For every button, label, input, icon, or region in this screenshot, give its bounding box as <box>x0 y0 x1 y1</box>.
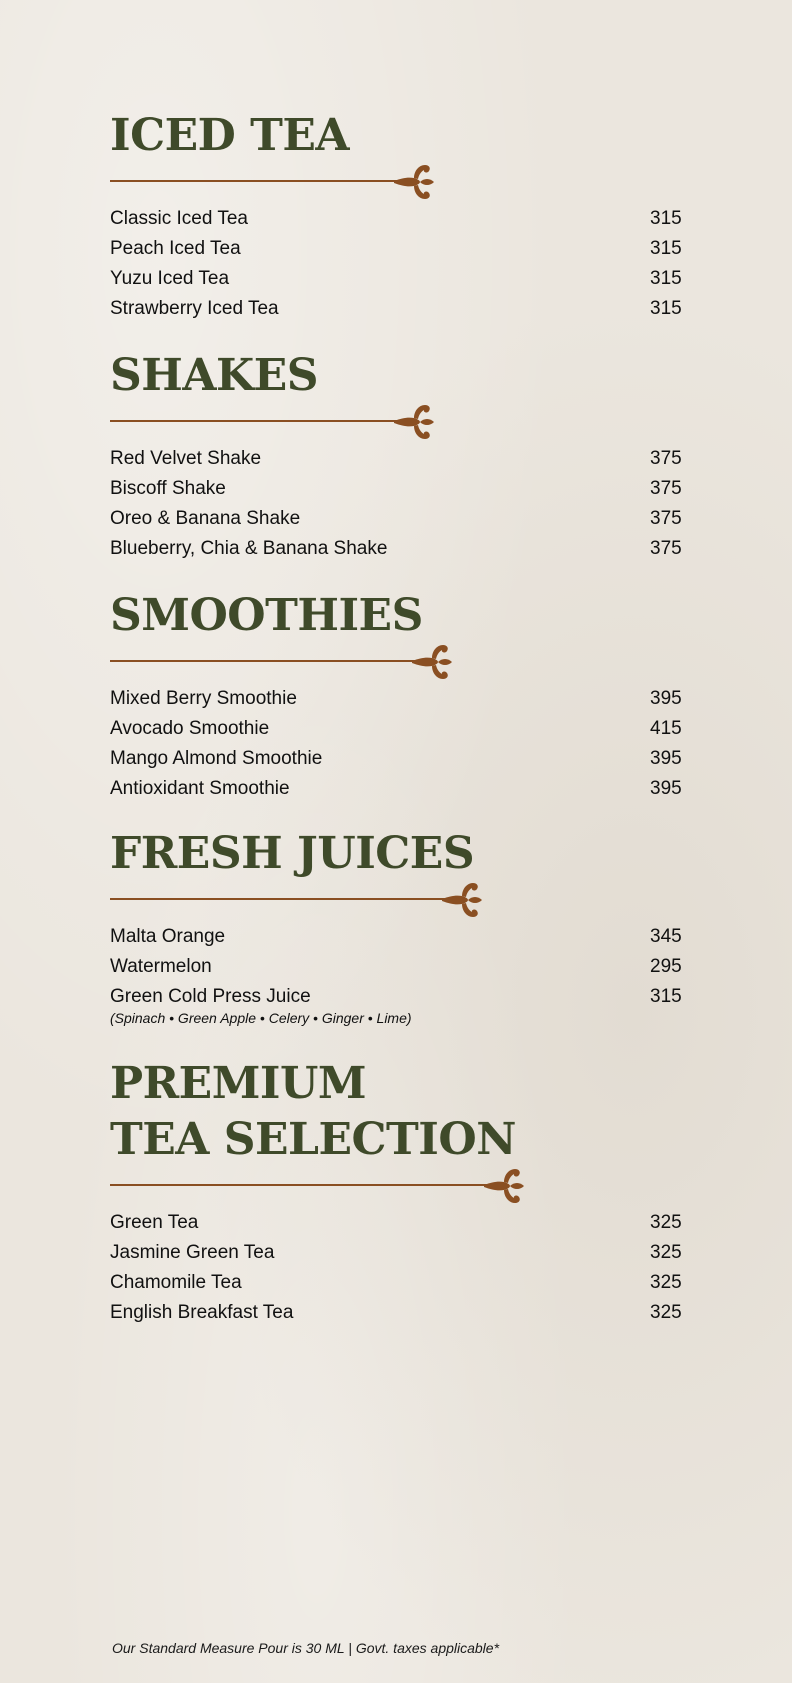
menu-item <box>110 264 690 294</box>
item-name: Mango Almond Smoothie <box>110 748 323 769</box>
item-name: Watermelon <box>110 956 212 977</box>
menu-item <box>110 684 690 714</box>
menu-item <box>110 504 690 534</box>
menu-item <box>110 444 690 474</box>
item-name: Strawberry Iced Tea <box>110 298 279 319</box>
section-title-line: ICED TEA <box>110 110 350 161</box>
item-name: Avocado Smoothie <box>110 718 270 739</box>
item-price: 375 <box>650 508 682 529</box>
section-divider <box>110 1166 690 1206</box>
section-title-line: PREMIUM <box>110 1058 367 1109</box>
menu-item <box>110 744 690 774</box>
section-divider <box>110 402 690 442</box>
item-name: Blueberry, Chia & Banana Shake <box>110 538 388 559</box>
section-title <box>110 1056 690 1168</box>
item-price: 325 <box>650 1242 682 1263</box>
menu-item <box>110 952 690 982</box>
item-list <box>110 204 690 324</box>
menu-item <box>110 982 690 1012</box>
item-name: Green Tea <box>110 1212 199 1233</box>
menu-item <box>110 1238 690 1268</box>
section-smoothies <box>110 588 690 804</box>
item-name: Mixed Berry Smoothie <box>110 688 297 709</box>
item-price: 315 <box>650 208 682 229</box>
item-price: 325 <box>650 1212 682 1233</box>
item-price: 395 <box>650 688 682 709</box>
menu-item <box>110 774 690 804</box>
section-title <box>110 826 690 882</box>
section-title-line: TEA SELECTION <box>110 1114 516 1165</box>
section-fresh-juices <box>110 826 690 1026</box>
item-name: Jasmine Green Tea <box>110 1242 275 1263</box>
item-list <box>110 444 690 564</box>
section-title <box>110 348 690 404</box>
item-price: 315 <box>650 298 682 319</box>
section-shakes <box>110 348 690 564</box>
item-price: 375 <box>650 538 682 559</box>
section-iced-tea <box>110 108 690 324</box>
item-price: 415 <box>650 718 682 739</box>
item-price: 325 <box>650 1272 682 1293</box>
menu-item <box>110 714 690 744</box>
item-price: 375 <box>650 448 682 469</box>
item-price: 315 <box>650 986 682 1007</box>
item-name: English Breakfast Tea <box>110 1302 294 1323</box>
item-name: Red Velvet Shake <box>110 448 262 469</box>
item-price: 315 <box>650 268 682 289</box>
item-name: Malta Orange <box>110 926 226 947</box>
menu-item <box>110 534 690 564</box>
menu-item <box>110 294 690 324</box>
item-list <box>110 684 690 804</box>
section-title-line: SMOOTHIES <box>110 590 423 641</box>
menu-item <box>110 234 690 264</box>
section-title-line: FRESH JUICES <box>110 828 475 879</box>
fleur-flourish-icon <box>392 402 436 442</box>
item-name: Classic Iced Tea <box>110 208 248 229</box>
section-divider <box>110 880 690 920</box>
item-name: Antioxidant Smoothie <box>110 778 290 799</box>
fleur-flourish-icon <box>482 1166 526 1206</box>
fleur-flourish-icon <box>410 642 454 682</box>
item-price: 395 <box>650 748 682 769</box>
menu-item <box>110 1268 690 1298</box>
item-price: 375 <box>650 478 682 499</box>
section-title <box>110 588 690 644</box>
menu-item <box>110 922 690 952</box>
item-name: Oreo & Banana Shake <box>110 508 301 529</box>
item-name: Peach Iced Tea <box>110 238 241 259</box>
item-ingredients-note: (Spinach • Green Apple • Celery • Ginger • Lime) <box>110 1010 412 1026</box>
item-price: 395 <box>650 778 682 799</box>
fleur-flourish-icon <box>440 880 484 920</box>
menu-item <box>110 474 690 504</box>
section-premium-tea-selection <box>110 1056 690 1328</box>
fleur-flourish-icon <box>392 162 436 202</box>
item-price: 295 <box>650 956 682 977</box>
section-divider <box>110 162 690 202</box>
menu-item <box>110 1208 690 1238</box>
section-title <box>110 108 690 164</box>
item-name: Biscoff Shake <box>110 478 226 499</box>
menu-item <box>110 204 690 234</box>
item-name: Green Cold Press Juice <box>110 986 311 1007</box>
section-divider <box>110 642 690 682</box>
item-list <box>110 1208 690 1328</box>
section-title-line: SHAKES <box>110 350 319 401</box>
item-list <box>110 922 690 1026</box>
menu-item <box>110 1298 690 1328</box>
item-price: 345 <box>650 926 682 947</box>
footer-note: Our Standard Measure Pour is 30 ML | Govt. taxes applicable* <box>112 1640 500 1656</box>
item-price: 315 <box>650 238 682 259</box>
item-name: Yuzu Iced Tea <box>110 268 230 289</box>
item-name: Chamomile Tea <box>110 1272 242 1293</box>
item-price: 325 <box>650 1302 682 1323</box>
